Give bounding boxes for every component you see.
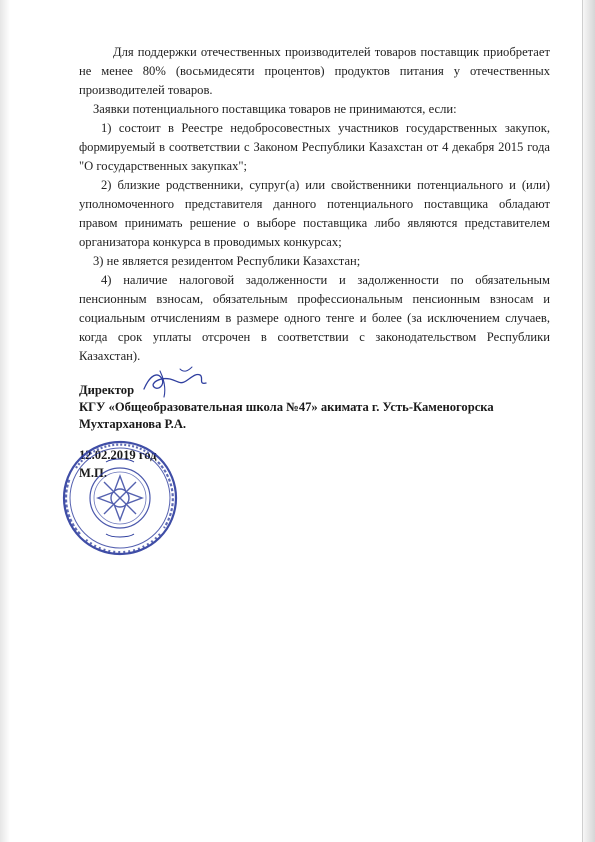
signatory-name: Мухтарханова Р.А. xyxy=(79,417,187,431)
paragraph-condition-1: 1) состоит в Реестре недобросовестных участников государственных закупок, формируемый в соответствии с Законом Республики Казахстан от 4 декабря 2015 года "О государственных закупках"; xyxy=(79,121,550,173)
official-seal-stamp xyxy=(60,420,180,570)
paragraph-domestic-producers: Для поддержки отечественных производителей товаров поставщик приобретает не менее 80% (восьмидесяти процентов) продуктов питания у отечественных производителей товаров. xyxy=(79,45,550,97)
scan-edge xyxy=(0,0,10,842)
paragraph-condition-3: 3) не является резидентом Республики Казахстан; xyxy=(93,254,361,268)
paragraph-rejection-intro: Заявки потенциального поставщика товаров не принимаются, если: xyxy=(93,102,457,116)
handwritten-signature xyxy=(140,365,210,401)
paragraph-condition-2: 2) близкие родственники, супруг(а) или свойственники потенциального и (или) уполномоченного представителя данного потенциального поставщика обладают правом принимать решение о выборе поставщика либо являются представителем организатора конкурса в проводимых конкурсах; xyxy=(79,178,550,249)
document-body xyxy=(79,43,550,366)
signatory-position: Директор xyxy=(79,383,135,397)
scan-edge xyxy=(583,0,595,842)
seal-mark-label: М.П. xyxy=(79,466,107,480)
document-date: 12.02.2019 год xyxy=(79,448,157,462)
paragraph-condition-4: 4) наличие налоговой задолженности и задолженности по обязательным пенсионным взносам, обязательным профессиональным пенсионным взносам и социальным отчислениям в размере одного тенге и более (за исключением случаев, когда срок уплаты отсрочен в соответствии с законодательством Республики Казахстан). xyxy=(79,273,550,363)
signatory-organization: КГУ «Общеобразовательная школа №47» акимата г. Усть-Каменогорска xyxy=(79,400,494,414)
scan-fold-line xyxy=(582,0,583,842)
